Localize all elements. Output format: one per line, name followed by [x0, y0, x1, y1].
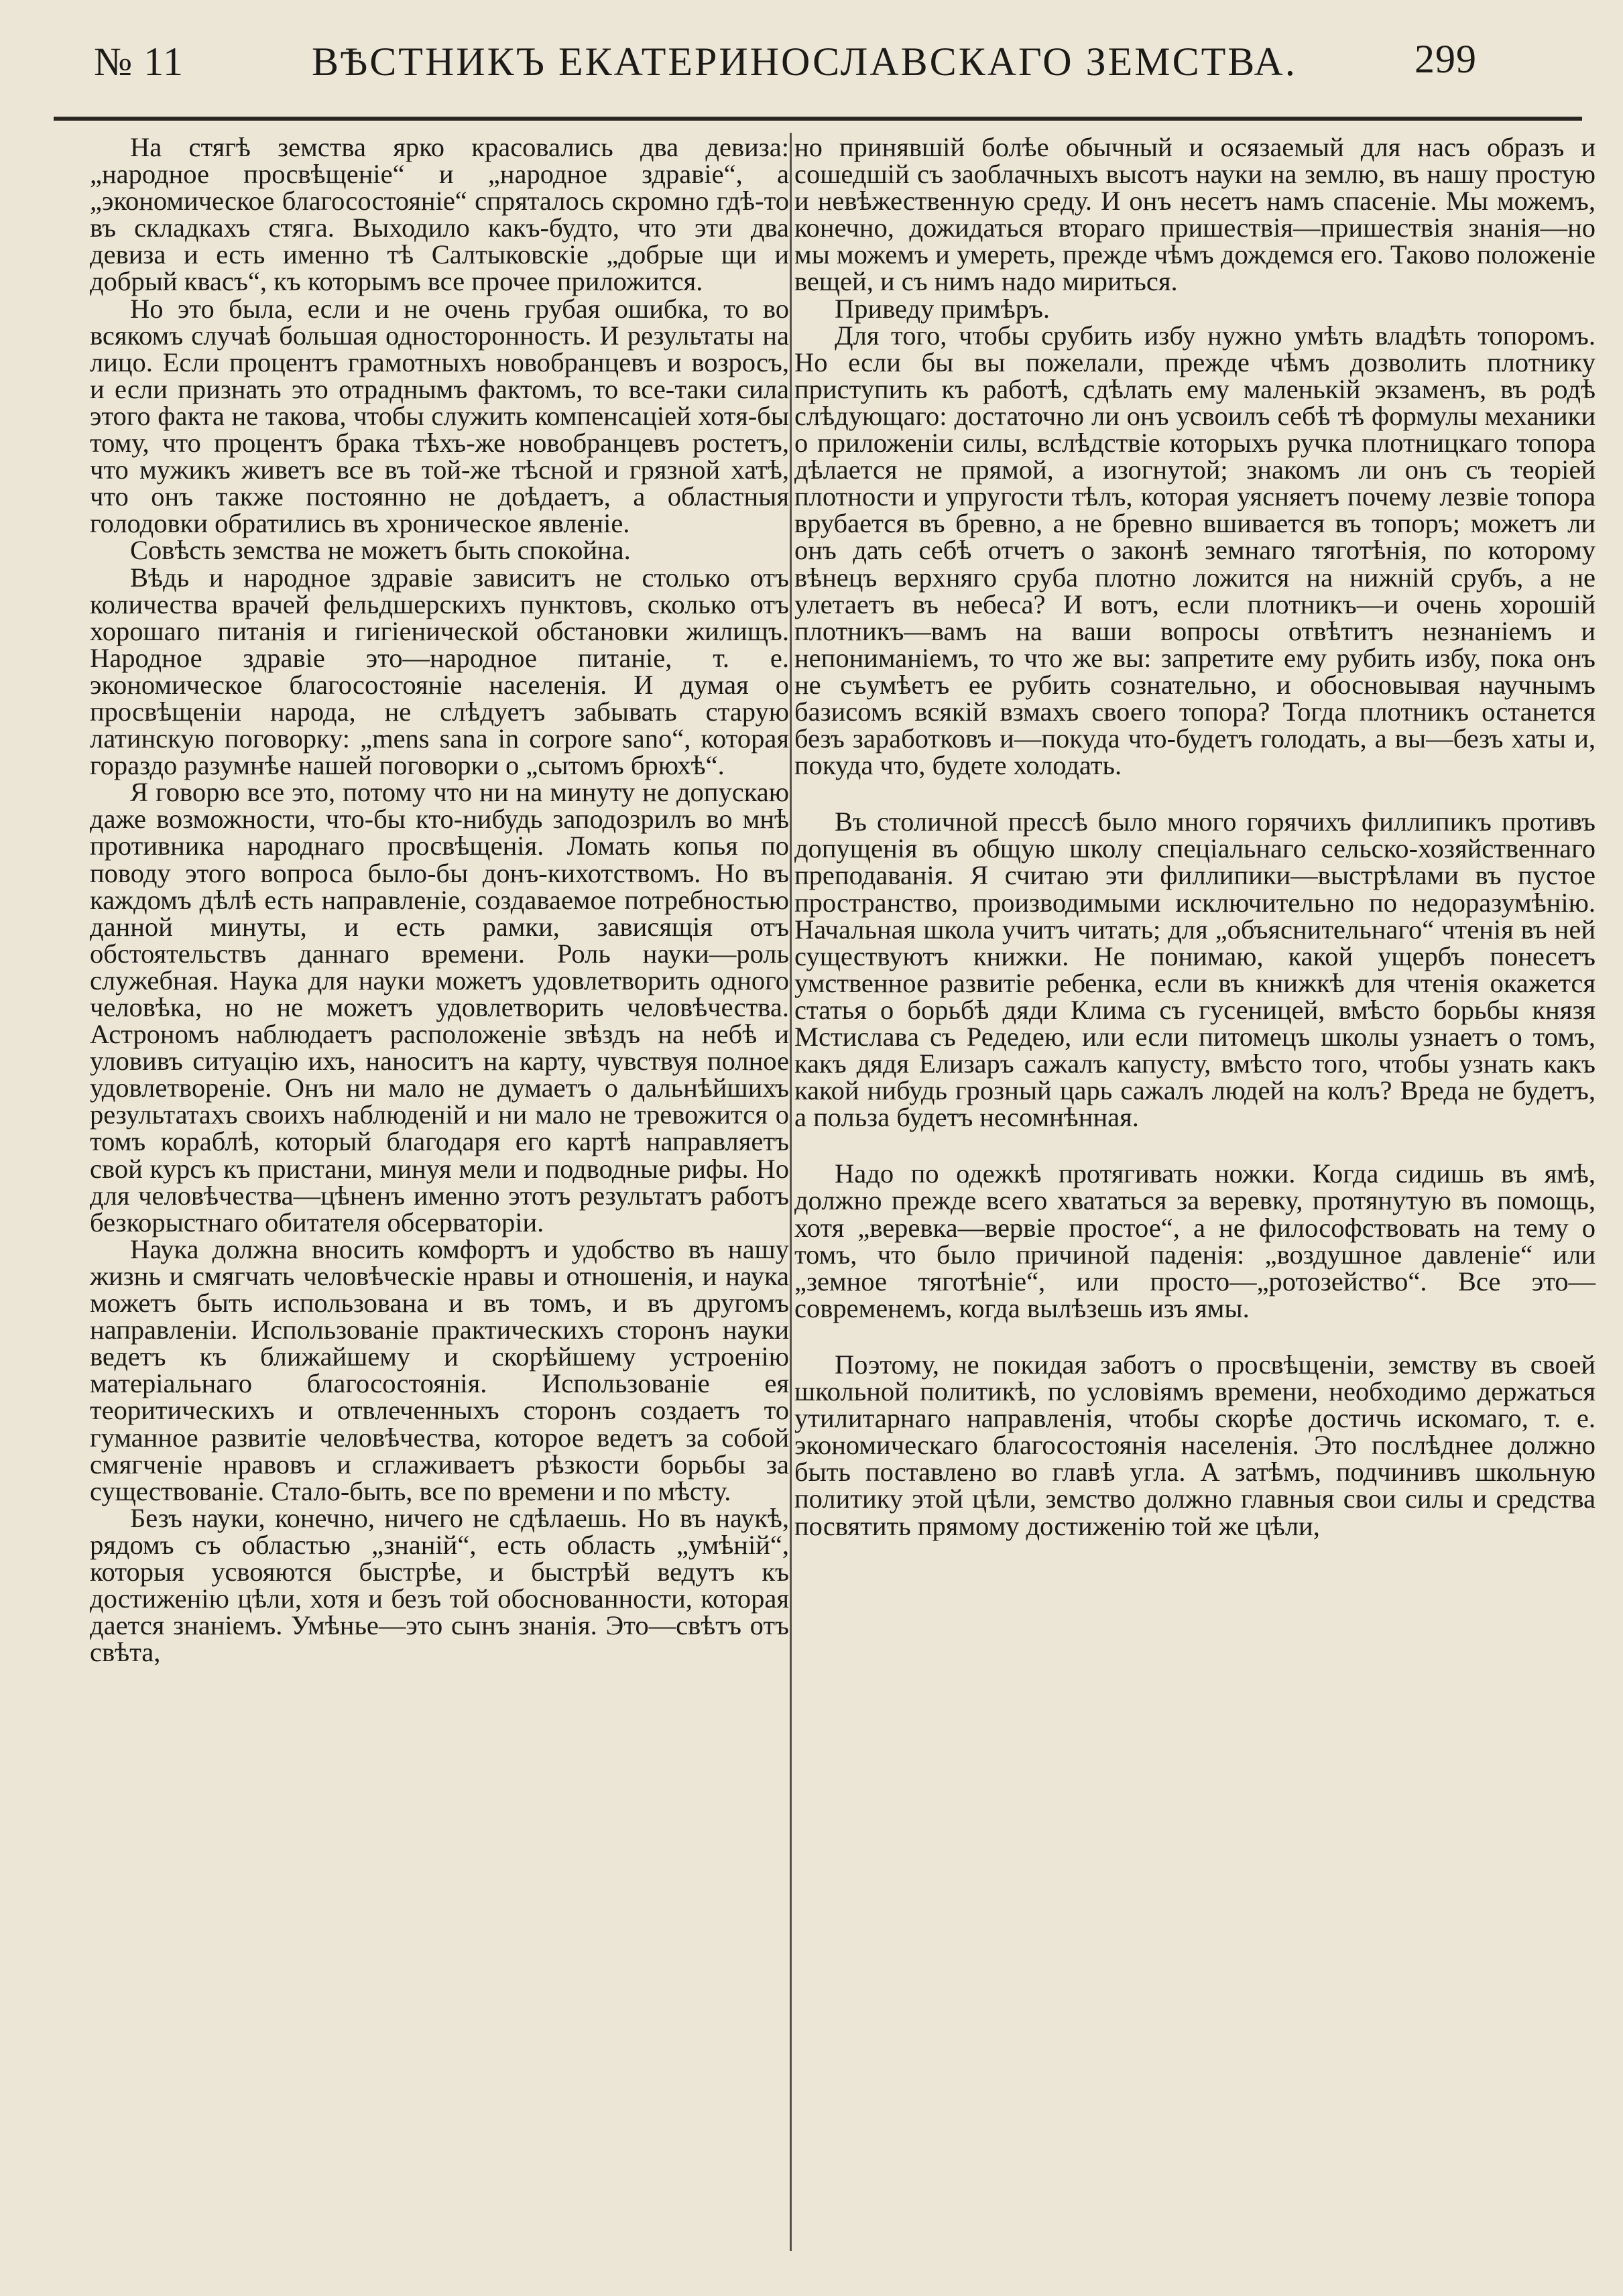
right-column — [794, 134, 1596, 2279]
paragraph: Но это была, если и не очень грубая ошибка, то во всякомъ случаѣ большая односторонность. И результаты на лицо. Если процентъ грамотныхъ новобранцевъ и возросъ, и если признать это отраднымъ фактомъ, то все-таки сила этого факта не такова, чтобы служить компенсаціей хотя-бы тому, что процентъ брака тѣхъ-же новобранцевъ ростетъ, что мужикъ живетъ все въ той-же тѣсной и грязной хатѣ, что онъ также постоянно не доѣдаетъ, а областныя голодовки обратились въ хроническое явленіе. — [90, 293, 789, 539]
paragraph: Поэтому, не покидая заботъ о просвѣщеніи, земству въ своей школьной политикѣ, по условіямъ времени, необходимо держаться утилитарнаго направленія, чтобы скорѣе достичь искомаго, т. е. экономическаго благосостоянія населенія. Это послѣднее должно быть поставлено во главѣ угла. А затѣмъ, подчинивъ школьную политику этой цѣли, земство должно главныя свои силы и средства посвятить прямому достиженію той же цѣли, — [794, 1349, 1596, 1541]
page-header — [80, 27, 1515, 101]
journal-title: ВѢСТНИКЪ ЕКАТЕРИНОСЛАВСКАГО ЗЕМСТВА. — [312, 40, 1297, 84]
paragraph: На стягѣ земства ярко красовались два девиза: „народное просвѣщеніе“ и „народное здравіе“, а „экономическое благосостояніе“ спряталось скромно гдѣ-то въ складкахъ стяга. Выходило какъ-будто, что эти два девиза и есть именно тѣ Салтыковскіе „добрые щи и добрый квасъ“, къ которымъ все прочее приложится. — [90, 132, 789, 297]
column-divider — [790, 133, 792, 2251]
paragraph: Приведу примѣръ. — [835, 293, 1050, 324]
paragraph: Для того, чтобы срубить избу нужно умѣть владѣть топоромъ. Но если бы вы пожелали, прежде чѣмъ дозволить плотнику приступить къ работѣ, сдѣлать ему маленькій экзаменъ, въ родѣ слѣдующаго: достаточно ли онъ усвоилъ себѣ тѣ формулы механики о приложеніи силы, вслѣдствіе которыхъ ручка плотницкаго топора дѣлается не прямой, а изогнутой; знакомъ ли онъ съ теоріей плотности и упругости тѣлъ, которая уясняетъ почему лезвіе топора врубается въ бревно, а не бревно вшивается въ топоръ; можетъ ли онъ дать себѣ отчетъ о законѣ земнаго тяготѣнія, по которому вѣнецъ верхняго сруба плотно ложится на нижній срубъ, а не улетаетъ въ небеса? И вотъ, если плотникъ—и очень хорошій плотникъ—вамъ на ваши вопросы отвѣтитъ незнаніемъ и непониманіемъ, то что же вы: запретите ему рубить избу, пока онъ не съумѣетъ ее рубить сознательно, и обосновывая научнымъ базисомъ всякій взмахъ своего топора? Тогда плотникъ останется безъ заработковъ и—покуда что-будетъ голодать, а вы—безъ хаты и, покуда что, будете холодать. — [794, 320, 1596, 781]
paragraph: Совѣсть земства не можетъ быть спокойна. — [130, 535, 631, 566]
paragraph: Надо по одежкѣ протягивать ножки. Когда сидишь въ ямѣ, должно прежде всего хвататься за веревку, протянутую въ помощь, хотя „веревка—вервіе простое“, а не философствовать на тему о томъ, что было причиной паденія: „воздушное давленіе“ или „земное тяготѣніе“, или просто—„ротозейство“. Все это—современемъ, когда вылѣзешь изъ ямы. — [794, 1158, 1596, 1323]
paragraph: Въ столичной прессѣ было много горячихъ филлипикъ противъ допущенія въ общую школу спеціальнаго сельско-хозяйственнаго преподаванія. Я считаю эти филлипики—выстрѣлами въ пустое пространство, производимыми исключительно по недоразумѣнію. Начальная школа учитъ читать; для „объяснительнаго“ чтенія въ ней существуютъ книжки. Не понимаю, какой ущербъ понесетъ умственное развитіе ребенка, если въ книжкѣ для чтенія окажется статья о борьбѣ дяди Клима съ гусеницей, вмѣсто борьбы князя Мстислава съ Редедею, или если питомецъ школы узнаетъ о томъ, какъ дядя Елизаръ сажалъ капусту, вмѣсто того, чтобы узнать какъ какой нибудь грозный царь сажалъ людей на колъ? Вреда не будетъ, а польза будетъ несомнѣнная. — [794, 806, 1596, 1133]
paragraph: но принявшій болѣе обычный и осязаемый для насъ образъ и сошедшій съ заоблачныхъ высотъ науки на землю, въ нашу простую и невѣжественную среду. И онъ несетъ намъ спасеніе. Мы можемъ, конечно, дожидаться втораго пришествія—пришествія знанія—но мы можемъ и умереть, прежде чѣмъ дождемся его. Таково положеніе вещей, и съ нимъ надо мириться. — [794, 132, 1596, 297]
paragraph: Наука должна вносить комфортъ и удобство въ нашу жизнь и смягчать человѣческіе нравы и отношенія, и наука можетъ быть использована и въ томъ, и въ другомъ направленіи. Использованіе практическихъ сторонъ науки ведетъ къ ближайшему и скорѣйшему устроенію матеріальнаго благосостоянія. Использованіе ея теоритическихъ и отвлеченныхъ сторонъ создаетъ то гуманное развитіе человѣчества, которое ведетъ за собой смягченіе нравовъ и сглаживаетъ рѣзкости борьбы за существованіе. Стало-быть, все по времени и по мѣсту. — [90, 1233, 789, 1506]
paragraph: Вѣдь и народное здравіе зависитъ не столько отъ количества врачей фельдшерскихъ пунктовъ, сколько отъ хорошаго питанія и гигіенической обстановки жилищъ. Народное здравіе это—народное питаніе, т. е. экономическое благосостояніе населенія. И думая о просвѣщеніи народа, не слѣдуетъ забывать старую латинскую поговорку: „mens sana in corpore sano“, которая гораздо разумнѣе нашей поговорки о „сытомъ брюхѣ“. — [90, 562, 789, 781]
issue-number: № 11 — [94, 40, 184, 84]
header-rule — [54, 117, 1582, 121]
page-number: 299 — [1415, 37, 1477, 81]
paragraph: Безъ науки, конечно, ничего не сдѣлаешь. Но въ наукѣ, рядомъ съ областью „знаній“, есть область „умѣній“, которыя усвояются быстрѣе, и быстрѣй ведутъ къ достиженію цѣли, хотя и безъ той обоснованности, которая дается знаніемъ. Умѣнье—это сынъ знанія. Это—свѣтъ отъ свѣта, — [90, 1502, 789, 1668]
paragraph: Я говорю все это, потому что ни на минуту не допускаю даже возможности, что-бы кто-нибудь заподозрилъ во мнѣ противника народнаго просвѣщенія. Ломать копья по поводу этого вопроса было-бы донъ-кихотствомъ. Но въ каждомъ дѣлѣ есть направленіе, создаваемое потребностью данной минуты, и есть рамки, зависящія отъ обстоятельствъ даннаго времени. Роль науки—роль служебная. Наука для науки можетъ удовлетворить одного человѣка, но не можетъ удовлетворить человѣчества. Астрономъ наблюдаетъ расположеніе звѣздъ на небѣ и уловивъ ситуацію ихъ, наноситъ на карту, чувствуя полное удовлетвореніе. Онъ ни мало не думаетъ о дальнѣйшихъ результатахъ своихъ наблюденій и ни мало не тревожится о томъ кораблѣ, который благодаря его картѣ направляетъ свой курсъ къ пристани, минуя мели и подводные рифы. Но для человѣчества—цѣненъ именно этотъ результатъ работъ безкорыстнаго обитателя обсерваторіи. — [90, 777, 789, 1237]
left-column — [90, 134, 789, 2279]
